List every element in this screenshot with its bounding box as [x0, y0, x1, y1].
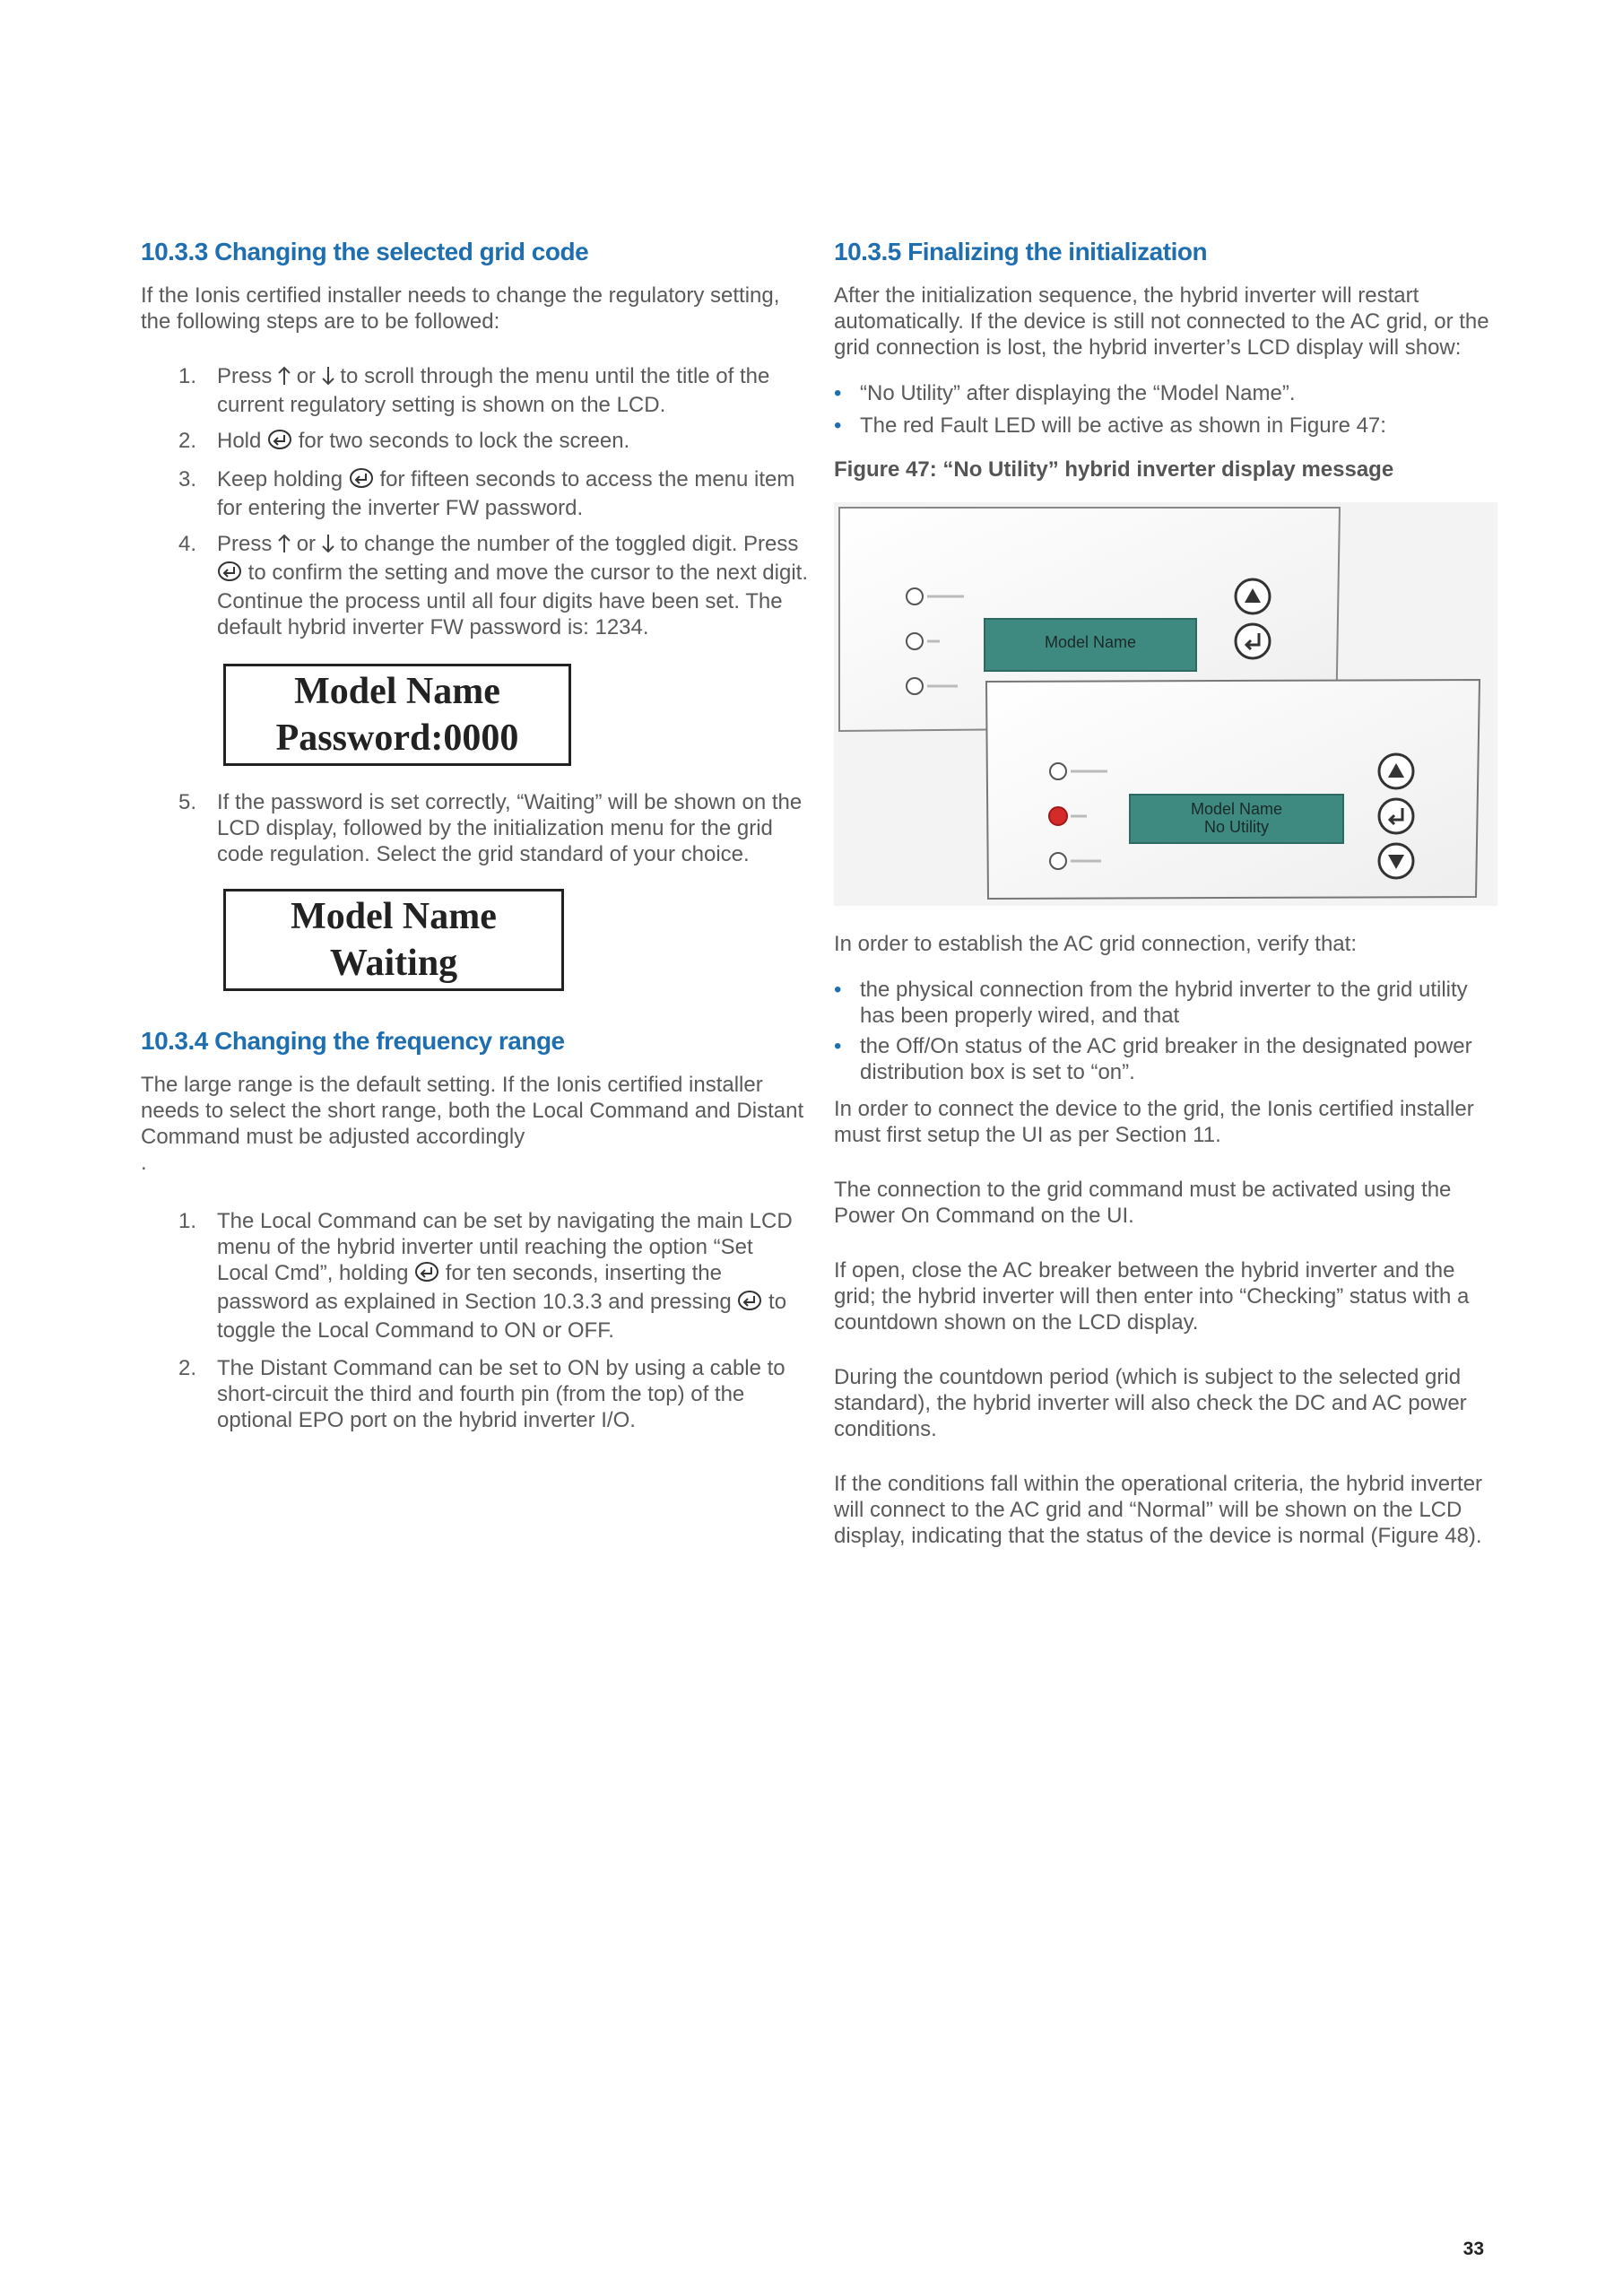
section-heading-frequency-range: 10.3.4 Changing the frequency range	[141, 1027, 565, 1055]
back-led-comms	[907, 678, 923, 694]
list-item: • “No Utility” after displaying the “Model Name”.	[834, 381, 1296, 405]
page-number: 33	[1462, 2239, 1484, 2259]
bullet-dot: •	[834, 978, 842, 1002]
lcd-waiting-display: Model Name Waiting	[223, 889, 564, 991]
grid-code-steps	[141, 363, 809, 640]
figure-caption: Figure 47: “No Utility” hybrid inverter display message	[834, 457, 1394, 482]
list-item: 1. Press or to scroll through the menu until the title of the current regulatory setting is shown on the LCD.	[178, 364, 770, 417]
lcd-password-display: Model Name Password:0000	[223, 664, 571, 766]
back-enter-button-icon	[1236, 624, 1270, 658]
front-led-fault	[1049, 807, 1067, 825]
inverter-panels-illustration	[834, 502, 1497, 906]
left-column	[141, 238, 809, 1433]
front-led-comms	[1050, 853, 1066, 869]
list-item: 5. If the password is set correctly, “Waiting” will be shown on the LCD display, followed by the initialization menu for the grid code regulation. Select the grid standard of your choice.	[178, 790, 803, 866]
verify-intro: In order to establish the AC grid connection, verify that:	[834, 932, 1357, 956]
finalizing-intro: After the initialization sequence, the hybrid inverter will restart automatically. If the device is still not connected to the AC grid, or the grid connection is lost, the hybrid inverter’s LCD display will show:	[834, 283, 1489, 360]
right-column	[834, 238, 1497, 1549]
list-item: • The red Fault LED will be active as shown in Figure 47:	[834, 413, 1386, 438]
figure-no-utility	[834, 502, 1497, 906]
front-lcd-line1: Model Name	[1190, 800, 1283, 818]
front-led-power	[1050, 763, 1066, 779]
front-lcd-line2: No Utility	[1203, 818, 1269, 836]
arrow-down-icon	[322, 534, 334, 560]
back-led-power	[907, 588, 923, 604]
frequency-range-intro: The large range is the default setting. If the Ionis certified installer needs to select the short range, both the Local Command and Distant Command must be adjusted accordingly	[141, 1073, 804, 1149]
bullet-dot: •	[834, 1034, 842, 1058]
section-heading-grid-code: 10.3.3 Changing the selected grid code	[141, 238, 589, 265]
paragraph: In order to connect the device to the grid, the Ionis certified installer must first setup the UI as per Section 11.	[834, 1097, 1474, 1147]
list-item: 1. The Local Command can be set by navigating the main LCD menu of the hybrid inverter until reaching the option “Set Local Cmd”, holding for ten seconds, inserting the password as explained in Section 10.3.3 and pressing to toggle the Local Command to ON or OFF.	[178, 1209, 793, 1343]
verify-bullets	[834, 977, 1497, 1085]
back-lcd-text: Model Name	[1044, 633, 1137, 651]
enter-icon	[414, 1261, 439, 1289]
list-item: 2. Hold for two seconds to lock the screen.	[141, 428, 809, 457]
frequency-range-steps	[141, 1208, 809, 1433]
enter-icon	[217, 561, 242, 588]
back-led-fault	[907, 633, 923, 649]
list-item: • the Off/On status of the AC grid breaker in the designated power distribution box is set to “on”.	[834, 1034, 1472, 1084]
section-heading-finalizing: 10.3.5 Finalizing the initialization	[834, 238, 1208, 265]
list-item: 3. Keep holding for fifteen seconds to access the menu item for entering the inverter FW password.	[178, 467, 795, 520]
grid-code-steps-cont	[141, 789, 809, 867]
front-enter-button-icon	[1379, 799, 1413, 833]
list-item: 4. Press or to change the number of the toggled digit. Press to confirm the setting and move the cursor to the next digit. Continue the process until all four digits have been set. The default hybrid inverter FW password is: 1234.	[178, 532, 808, 639]
bullet-dot: •	[834, 381, 842, 405]
bullet-dot: •	[834, 413, 842, 438]
paragraph: During the countdown period (which is subject to the selected grid standard), the hybrid inverter will also check the DC and AC power conditions.	[834, 1365, 1467, 1441]
arrow-up-icon	[278, 366, 291, 392]
frequency-range-intro-dot: .	[141, 1151, 147, 1175]
finalizing-bullets	[834, 380, 1497, 439]
list-item: • the physical connection from the hybrid inverter to the grid utility has been properly wired, and that	[834, 978, 1468, 1028]
paragraph: If open, close the AC breaker between the hybrid inverter and the grid; the hybrid inverter will then enter into “Checking” status with a countdown shown on the LCD display.	[834, 1258, 1470, 1335]
arrow-up-icon	[278, 534, 291, 560]
arrow-down-icon	[322, 366, 334, 392]
grid-code-intro: If the Ionis certified installer needs to change the regulatory setting, the following steps are to be followed:	[141, 283, 780, 334]
paragraph: If the conditions fall within the operational criteria, the hybrid inverter will connect to the AC grid and “Normal” will be shown on the LCD display, indicating that the status of the device is normal (Figure 48).	[834, 1472, 1483, 1548]
enter-icon	[737, 1290, 762, 1318]
enter-icon	[349, 467, 374, 495]
enter-icon	[267, 429, 292, 457]
list-item: 2. The Distant Command can be set to ON by using a cable to short-circuit the third and fourth pin (from the top) of the optional EPO port on the hybrid inverter I/O.	[178, 1356, 785, 1432]
paragraph: The connection to the grid command must be activated using the Power On Command on the UI.	[834, 1178, 1452, 1228]
